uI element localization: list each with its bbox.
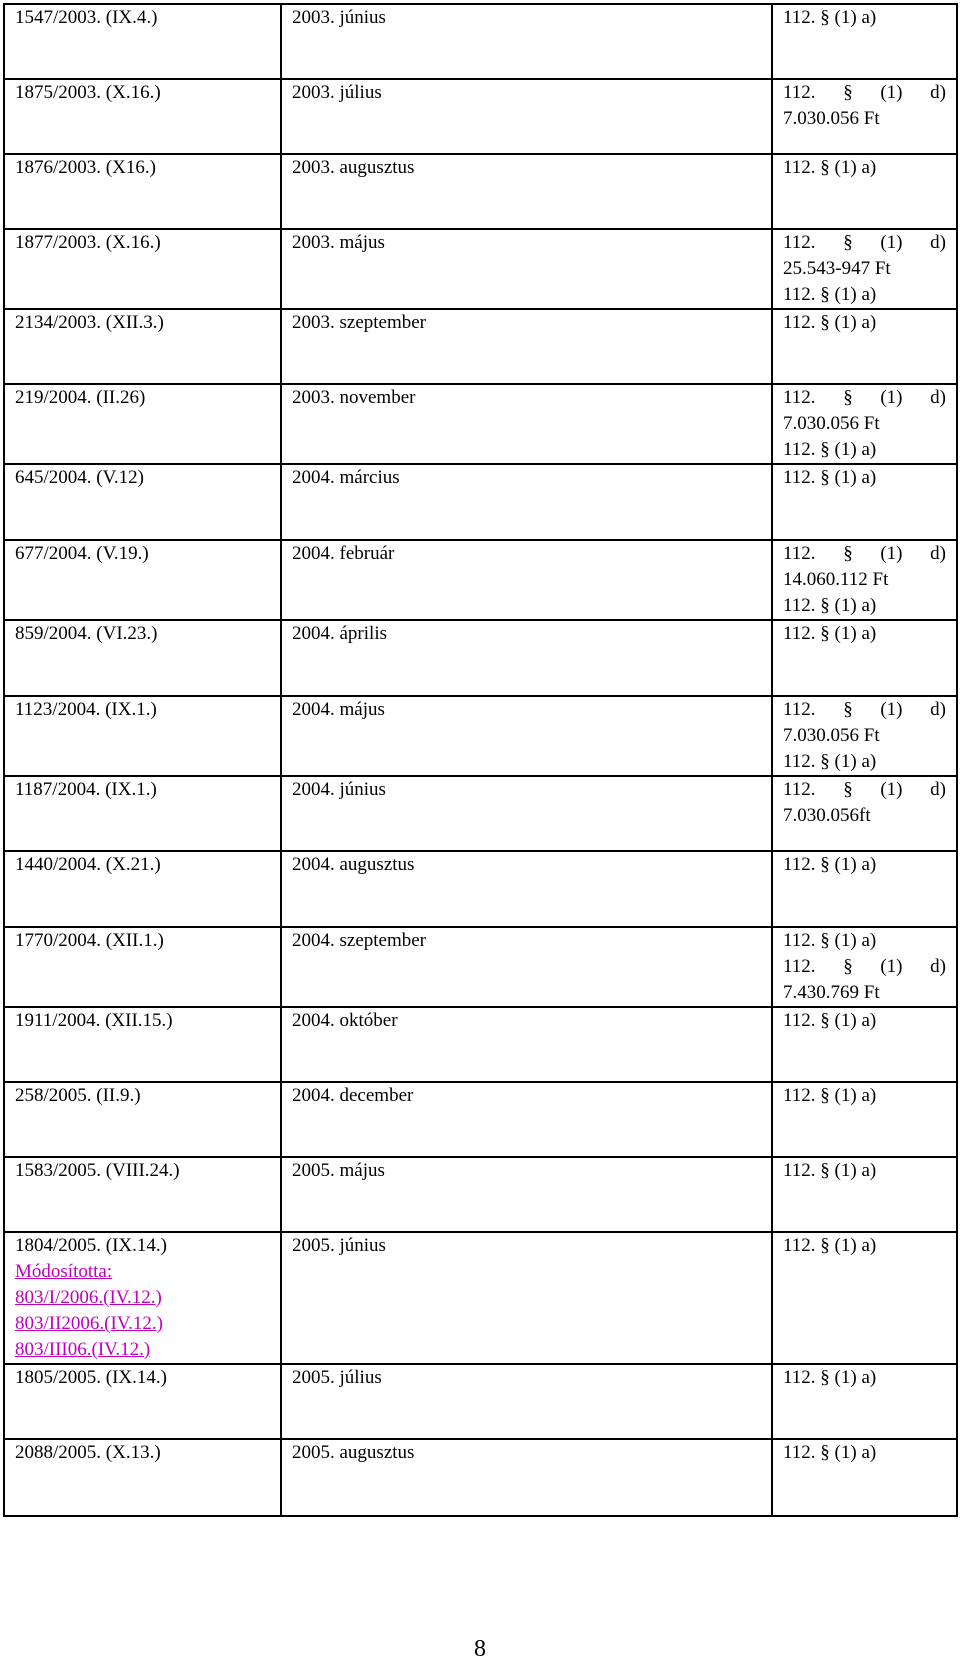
legal-reference: 112. § (1) a)	[783, 595, 877, 616]
resolution-id: 1876/2003. (X16.)	[15, 157, 156, 178]
period-cell	[281, 154, 772, 229]
legal-reference-cell	[772, 927, 957, 1007]
legal-reference: 112. § (1) a)	[783, 1367, 877, 1388]
legal-reference	[783, 954, 946, 980]
period-cell	[281, 1007, 772, 1082]
legal-reference	[783, 541, 946, 567]
legal-reference: 7.030.056 Ft	[783, 108, 880, 129]
legal-reference-word: (1)	[880, 232, 903, 253]
resolution-id: 258/2005. (II.9.)	[15, 1085, 141, 1106]
legal-reference: 7.430.769 Ft	[783, 982, 880, 1003]
legal-reference-cell	[772, 154, 957, 229]
legal-reference: 25.543-947 Ft	[783, 258, 891, 279]
legal-reference: 7.030.056ft	[783, 805, 871, 826]
resolution-id: 1911/2004. (XII.15.)	[15, 1010, 173, 1031]
period-text: 2004. december	[292, 1085, 414, 1106]
table-row	[4, 1007, 957, 1082]
legal-reference: 112. § (1) a)	[783, 1235, 877, 1256]
period-cell	[281, 851, 772, 927]
legal-reference-word: d)	[930, 699, 946, 720]
legal-reference-cell	[772, 620, 957, 696]
period-text: 2004. október	[292, 1010, 398, 1031]
legal-reference-word: §	[843, 82, 853, 103]
legal-reference-cell	[772, 1232, 957, 1364]
table-row	[4, 4, 957, 79]
legal-reference-cell	[772, 696, 957, 776]
legal-reference-word: (1)	[880, 387, 903, 408]
table-row	[4, 79, 957, 154]
period-cell	[281, 696, 772, 776]
period-text: 2003. szeptember	[292, 312, 427, 333]
period-cell	[281, 229, 772, 309]
resolution-id-cell	[4, 79, 281, 154]
legal-reference-cell	[772, 79, 957, 154]
period-text: 2005. július	[292, 1367, 382, 1388]
legal-reference-cell	[772, 1157, 957, 1232]
resolution-id: 1547/2003. (IX.4.)	[15, 7, 158, 28]
period-text: 2003. június	[292, 7, 386, 28]
period-cell	[281, 540, 772, 620]
table-row	[4, 696, 957, 776]
period-cell	[281, 927, 772, 1007]
resolution-id: 1187/2004. (IX.1.)	[15, 779, 157, 800]
legal-reference-cell	[772, 1364, 957, 1439]
period-cell	[281, 620, 772, 696]
table-row	[4, 620, 957, 696]
legal-reference-cell	[772, 309, 957, 384]
period-text: 2003. július	[292, 82, 382, 103]
resolution-id: 859/2004. (VI.23.)	[15, 623, 158, 644]
table-row	[4, 154, 957, 229]
legal-reference: 112. § (1) a)	[783, 751, 877, 772]
period-cell	[281, 384, 772, 464]
legal-reference-cell	[772, 851, 957, 927]
period-text: 2004. április	[292, 623, 387, 644]
legal-reference	[783, 777, 946, 803]
legal-reference: 112. § (1) a)	[783, 930, 877, 951]
period-cell	[281, 309, 772, 384]
legal-reference-word: 112.	[783, 232, 816, 253]
resolutions-table	[3, 3, 958, 1517]
period-cell	[281, 79, 772, 154]
legal-reference: 112. § (1) a)	[783, 439, 877, 460]
period-cell	[281, 776, 772, 851]
legal-reference-cell	[772, 384, 957, 464]
period-text: 2005. június	[292, 1235, 386, 1256]
legal-reference-word: §	[843, 699, 853, 720]
legal-reference-word: (1)	[880, 956, 903, 977]
period-cell	[281, 4, 772, 79]
table-row	[4, 1232, 957, 1364]
resolution-id: 677/2004. (V.19.)	[15, 543, 149, 564]
legal-reference-word: 112.	[783, 956, 816, 977]
legal-reference-cell	[772, 1007, 957, 1082]
legal-reference	[783, 385, 946, 411]
legal-reference	[783, 80, 946, 106]
resolution-id-cell	[4, 851, 281, 927]
resolution-id-cell	[4, 384, 281, 464]
legal-reference: 112. § (1) a)	[783, 467, 877, 488]
legal-reference: 7.030.056 Ft	[783, 413, 880, 434]
resolution-id-cell	[4, 309, 281, 384]
resolution-id-cell	[4, 154, 281, 229]
period-text: 2004. szeptember	[292, 930, 427, 951]
legal-reference-cell	[772, 776, 957, 851]
legal-reference-word: d)	[930, 387, 946, 408]
resolution-id-cell	[4, 229, 281, 309]
legal-reference-cell	[772, 464, 957, 540]
table-row	[4, 464, 957, 540]
legal-reference: 112. § (1) a)	[783, 7, 877, 28]
resolution-id-cell	[4, 1364, 281, 1439]
legal-reference-word: (1)	[880, 779, 903, 800]
legal-reference-word: (1)	[880, 699, 903, 720]
legal-reference: 7.030.056 Ft	[783, 725, 880, 746]
legal-reference: 112. § (1) a)	[783, 1085, 877, 1106]
amendment-link[interactable]: 803/III06.(IV.12.)	[15, 1339, 151, 1360]
legal-reference: 112. § (1) a)	[783, 1160, 877, 1181]
period-text: 2005. augusztus	[292, 1442, 415, 1463]
resolution-id-cell	[4, 1232, 281, 1364]
legal-reference-cell	[772, 229, 957, 309]
period-cell	[281, 1364, 772, 1439]
resolution-id-cell	[4, 4, 281, 79]
legal-reference-word: (1)	[880, 543, 903, 564]
resolution-id: 219/2004. (II.26)	[15, 387, 146, 408]
page-number: 8	[474, 1636, 486, 1662]
resolution-id: 2088/2005. (X.13.)	[15, 1442, 161, 1463]
legal-reference-word: §	[843, 779, 853, 800]
resolution-id: 1804/2005. (IX.14.)	[15, 1235, 167, 1256]
resolution-id-cell	[4, 620, 281, 696]
period-cell	[281, 464, 772, 540]
legal-reference-cell	[772, 1439, 957, 1516]
table-row	[4, 384, 957, 464]
resolution-id-cell	[4, 1157, 281, 1232]
resolution-id-cell	[4, 540, 281, 620]
period-text: 2004. március	[292, 467, 400, 488]
table-row	[4, 1439, 957, 1516]
legal-reference: 112. § (1) a)	[783, 1010, 877, 1031]
legal-reference: 112. § (1) a)	[783, 854, 877, 875]
resolution-id-cell	[4, 696, 281, 776]
resolution-id-cell	[4, 1082, 281, 1157]
legal-reference-word: §	[843, 956, 853, 977]
resolution-id-cell	[4, 927, 281, 1007]
period-cell	[281, 1157, 772, 1232]
amendment-link[interactable]: 803/I/2006.(IV.12.)	[15, 1287, 162, 1308]
legal-reference-word: d)	[930, 232, 946, 253]
legal-reference-word: d)	[930, 543, 946, 564]
legal-reference-word: §	[843, 232, 853, 253]
table-row	[4, 927, 957, 1007]
legal-reference: 112. § (1) a)	[783, 312, 877, 333]
legal-reference-word: (1)	[880, 82, 903, 103]
resolution-id: 1877/2003. (X.16.)	[15, 232, 161, 253]
legal-reference: 112. § (1) a)	[783, 1442, 877, 1463]
legal-reference: 14.060.112 Ft	[783, 569, 889, 590]
legal-reference-word: 112.	[783, 82, 816, 103]
resolution-id: 1440/2004. (X.21.)	[15, 854, 161, 875]
resolution-id-cell	[4, 464, 281, 540]
resolution-id-cell	[4, 1439, 281, 1516]
legal-reference-word: §	[843, 387, 853, 408]
resolution-id: 645/2004. (V.12)	[15, 467, 144, 488]
resolution-id: 1770/2004. (XII.1.)	[15, 930, 164, 951]
table-row	[4, 1364, 957, 1439]
legal-reference: 112. § (1) a)	[783, 623, 877, 644]
legal-reference: 112. § (1) a)	[783, 157, 877, 178]
table-row	[4, 776, 957, 851]
legal-reference-word: §	[843, 543, 853, 564]
period-text: 2004. február	[292, 543, 395, 564]
legal-reference-cell	[772, 1082, 957, 1157]
table-row	[4, 540, 957, 620]
legal-reference-word: d)	[930, 779, 946, 800]
resolution-id: 1875/2003. (X.16.)	[15, 82, 161, 103]
legal-reference-cell	[772, 4, 957, 79]
period-text: 2004. augusztus	[292, 854, 415, 875]
table-row	[4, 229, 957, 309]
legal-reference-word: 112.	[783, 699, 816, 720]
period-text: 2003. május	[292, 232, 385, 253]
legal-reference-word: 112.	[783, 779, 816, 800]
period-text: 2004. június	[292, 779, 386, 800]
period-cell	[281, 1439, 772, 1516]
period-cell	[281, 1232, 772, 1364]
amendment-link[interactable]: Módosította:	[15, 1261, 113, 1282]
table-row	[4, 1082, 957, 1157]
legal-reference-word: d)	[930, 956, 946, 977]
period-text: 2003. november	[292, 387, 416, 408]
table-row	[4, 1157, 957, 1232]
legal-reference-cell	[772, 540, 957, 620]
legal-reference-word: d)	[930, 82, 946, 103]
period-text: 2005. május	[292, 1160, 385, 1181]
resolution-id: 1805/2005. (IX.14.)	[15, 1367, 167, 1388]
resolution-id: 1123/2004. (IX.1.)	[15, 699, 157, 720]
period-cell	[281, 1082, 772, 1157]
legal-reference: 112. § (1) a)	[783, 284, 877, 305]
resolution-id-cell	[4, 1007, 281, 1082]
resolution-id: 1583/2005. (VIII.24.)	[15, 1160, 180, 1181]
legal-reference-word: 112.	[783, 543, 816, 564]
table-row	[4, 851, 957, 927]
legal-reference	[783, 230, 946, 256]
legal-reference	[783, 697, 946, 723]
period-text: 2003. augusztus	[292, 157, 415, 178]
table-body	[4, 4, 957, 1516]
resolution-id-cell	[4, 776, 281, 851]
period-text: 2004. május	[292, 699, 385, 720]
legal-reference-word: 112.	[783, 387, 816, 408]
resolution-id: 2134/2003. (XII.3.)	[15, 312, 164, 333]
table-row	[4, 309, 957, 384]
amendment-link[interactable]: 803/II2006.(IV.12.)	[15, 1313, 163, 1334]
